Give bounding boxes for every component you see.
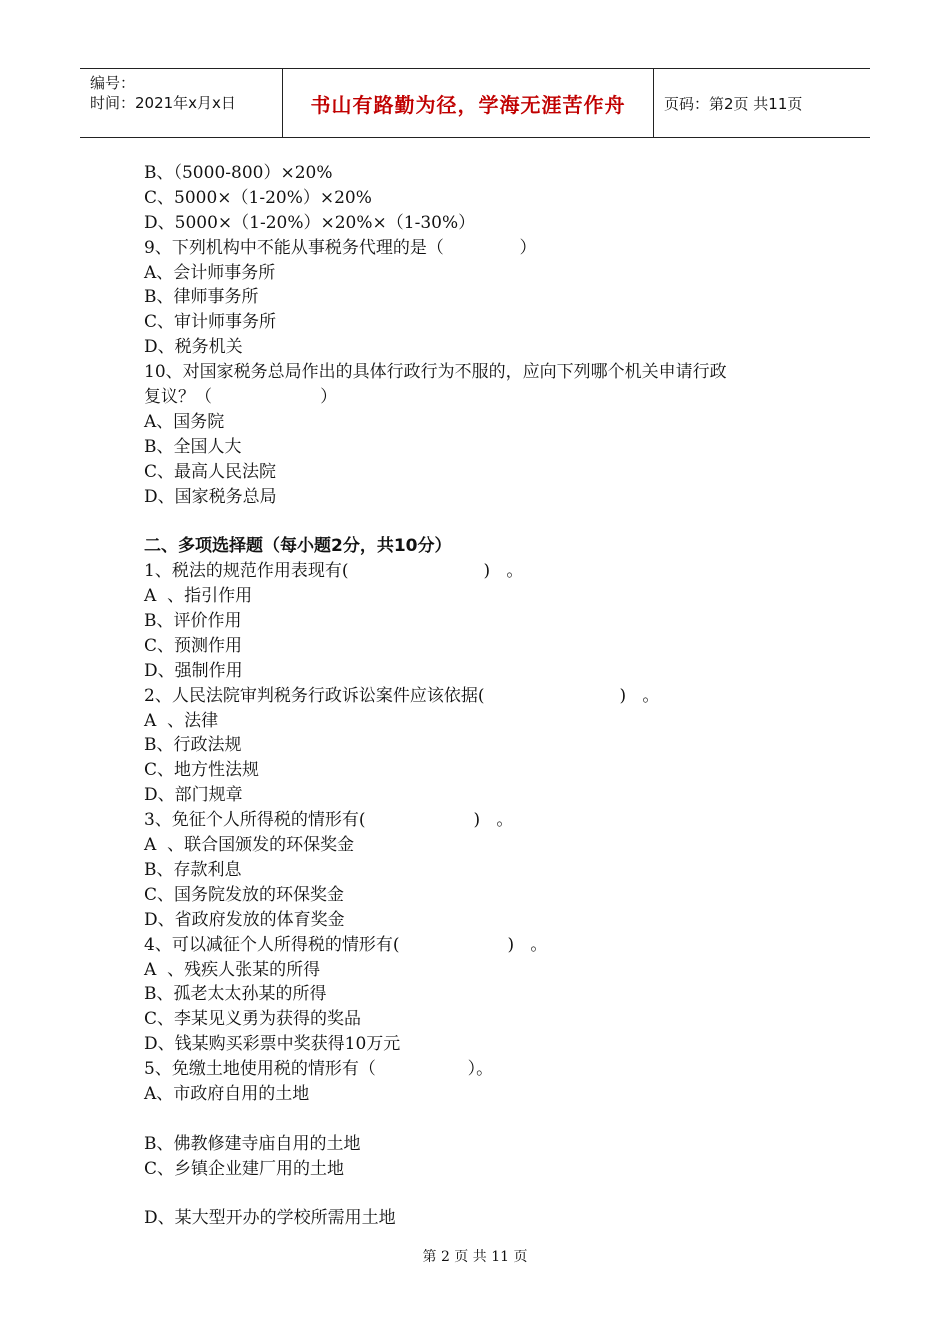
page-info: 页码：第2页 共11页 [664,94,803,113]
text-line: D、强制作用 [144,660,243,681]
text-line: A 、联合国颁发的环保奖金 [144,835,355,856]
text-line: A 、指引作用 [144,586,253,607]
blank-line [144,1107,824,1132]
section-heading: 二、多项选择题（每小题2分，共10分） [144,536,452,557]
page-header [80,68,870,138]
text-line: 3、免征个人所得税的情形有( ) 。 [144,810,514,831]
text-line: D、某大型开办的学校所需用土地 [144,1208,396,1229]
text-line: D、税务机关 [144,337,243,358]
text-line: B、孤老太太孙某的所得 [144,984,327,1005]
text-line: B、全国人大 [144,436,242,457]
text-line: C、5000×（1-20%）×20% [144,187,372,208]
blank-line [144,1182,824,1207]
text-line: 1、税法的规范作用表现有( ) 。 [144,561,524,582]
text-line: 4、可以减征个人所得税的情形有( ) 。 [144,934,548,955]
text-line: D、钱某购买彩票中奖获得10万元 [144,1034,401,1055]
text-line: C、预测作用 [144,635,243,656]
text-line: C、李某见义勇为获得的奖品 [144,1009,362,1030]
text-line: D、5000×（1-20%）×20%×（1-30%） [144,212,476,233]
text-line: 2、人民法院审判税务行政诉讼案件应该依据( ) 。 [144,685,660,706]
text-line: D、省政府发放的体育奖金 [144,909,345,930]
text-line: 9、下列机构中不能从事税务代理的是（ ） [144,237,537,258]
text-line: A 、法律 [144,710,219,731]
text-line: B、行政法规 [144,735,242,756]
blank-line [144,509,824,534]
text-line: B、存款利息 [144,859,242,880]
text-line: C、审计师事务所 [144,312,277,333]
text-line: C、乡镇企业建厂用的土地 [144,1158,345,1179]
text-line: 10、对国家税务总局作出的具体行政行为不服的，应向下列哪个机关申请行政 [144,362,727,383]
text-line: B、评价作用 [144,611,242,632]
number-label: 编号： [90,74,136,92]
text-line: B、（5000-800）×20% [144,163,333,183]
text-line: A、市政府自用的土地 [144,1083,310,1104]
text-line: 复议？（ ） [144,387,338,408]
document-body [144,161,824,1231]
text-line: B、佛教修建寺庙自用的土地 [144,1133,361,1154]
time-label: 时间：2021年x月x日 [90,94,236,112]
page-footer: 第 2 页 共 11 页 [422,1249,528,1265]
text-line: C、国务院发放的环保奖金 [144,884,345,905]
text-line: C、最高人民法院 [144,461,277,482]
text-line: A、会计师事务所 [144,262,276,283]
text-line: D、国家税务总局 [144,486,277,507]
text-line: A 、残疾人张某的所得 [144,959,321,980]
text-line: C、地方性法规 [144,760,260,781]
header-left-cell [80,69,282,137]
text-line: D、部门规章 [144,785,243,806]
motto: 书山有路勤为径，学海无涯苦作舟 [282,69,654,137]
text-line: A、国务院 [144,411,225,432]
text-line: B、律师事务所 [144,287,259,308]
text-line: 5、免缴土地使用税的情形有（ ）。 [144,1059,494,1080]
